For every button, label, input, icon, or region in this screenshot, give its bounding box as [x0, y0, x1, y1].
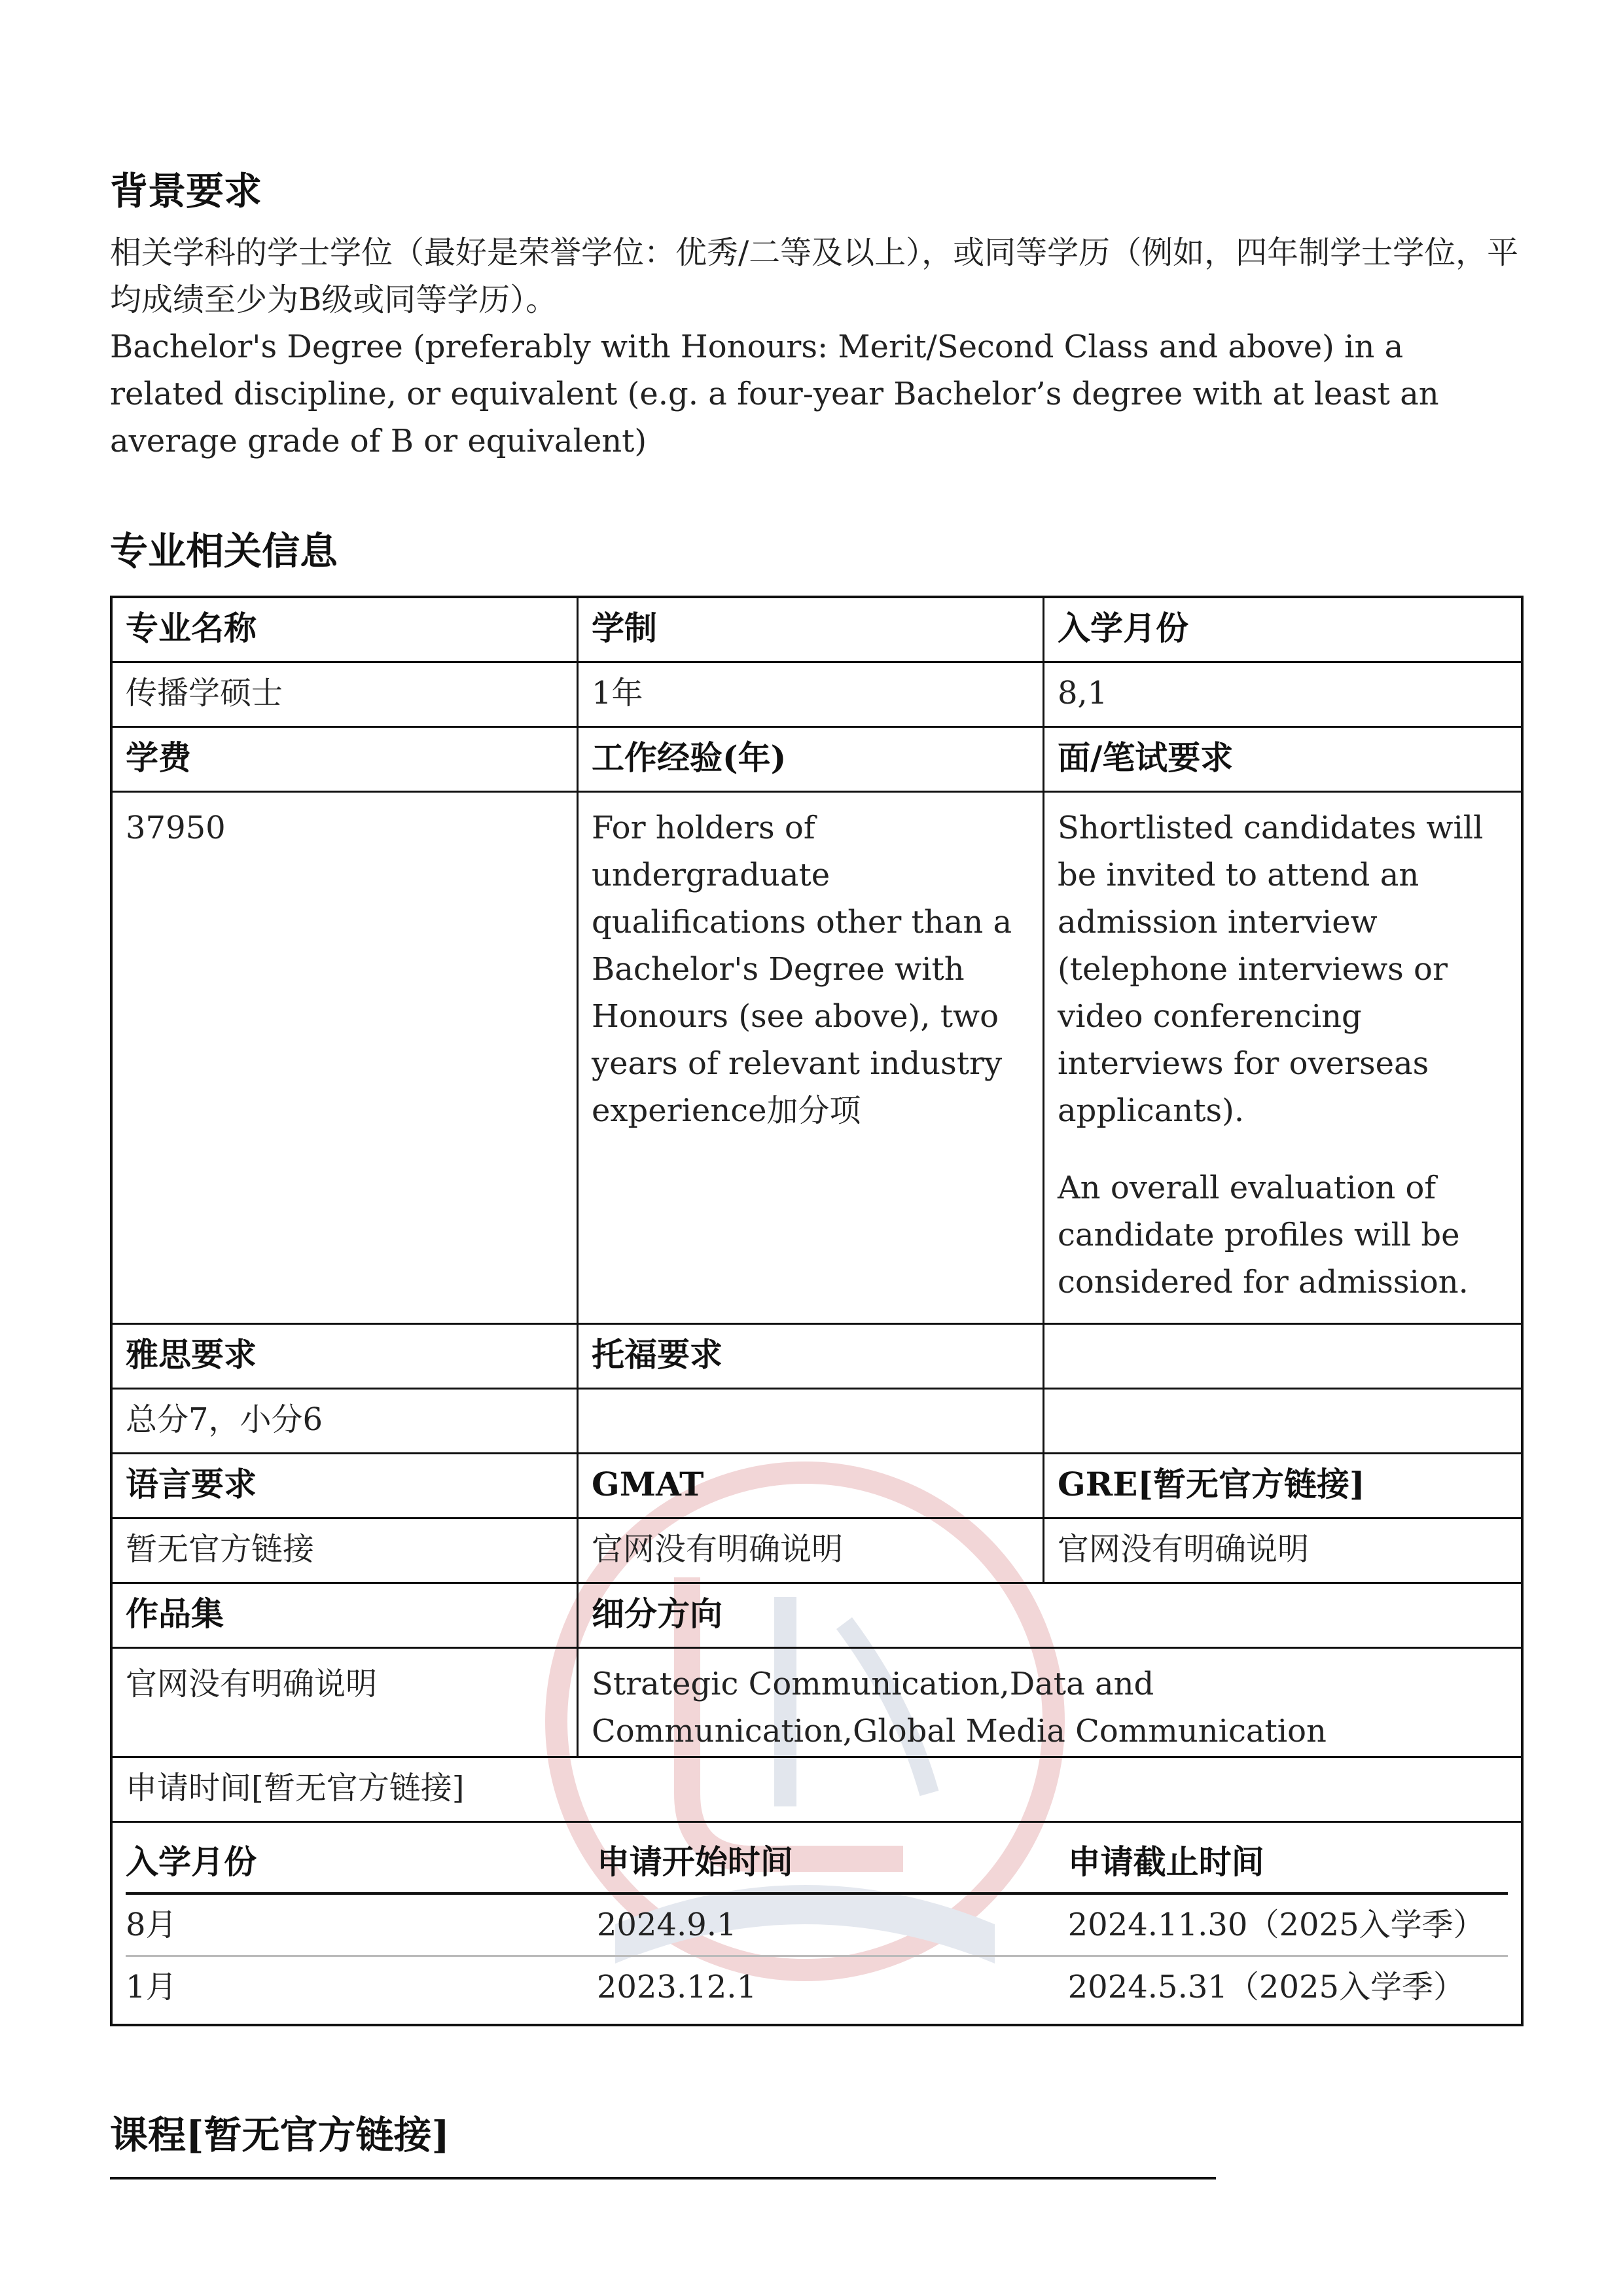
table-row [113, 1454, 1521, 1519]
ielts-value: 总分7，小分6 [113, 1390, 579, 1452]
toefl-value [579, 1390, 1044, 1452]
portfolio-value: 官网没有明确说明 [113, 1649, 579, 1756]
table-row [113, 728, 1521, 793]
program-info-heading: 专业相关信息 [110, 529, 338, 573]
schedule-row [126, 1895, 1508, 1957]
ielts-label: 雅思要求 [113, 1325, 579, 1388]
schedule-header-deadline: 申请截止时间 [1067, 1842, 1264, 1881]
empty-cell [1044, 1325, 1521, 1388]
work-experience-value: For holders of undergraduate qualifications other than a Bachelor's Degree with Honours (see above), two years of relevant industry experience加分项 [579, 793, 1044, 1323]
table-row [113, 793, 1521, 1325]
duration-label: 学制 [579, 598, 1044, 661]
schedule-header-row [126, 1832, 1508, 1895]
gmat-value: 官网没有明确说明 [579, 1519, 1044, 1582]
gmat-label: GMAT [579, 1454, 1044, 1517]
schedule-header-start: 申请开始时间 [596, 1842, 793, 1881]
interview-paragraph-2: An overall evaluation of candidate profiles will be considered for admission. [1058, 1170, 1469, 1300]
schedule-intake: 8月 [126, 1907, 177, 1943]
direction-label: 细分方向 [592, 1594, 722, 1633]
table-row [113, 1390, 1521, 1454]
tuition-value: 37950 [113, 793, 579, 1323]
schedule-deadline: 2024.11.30（2025入学季） [1067, 1907, 1485, 1943]
background-body [110, 229, 1524, 465]
schedule-header-intake: 入学月份 [126, 1842, 257, 1881]
table-row [113, 598, 1521, 663]
language-label: 语言要求 [113, 1454, 579, 1517]
language-value: 暂无官方链接 [113, 1519, 579, 1582]
intake-label: 入学月份 [1058, 609, 1188, 647]
program-info-table [110, 596, 1524, 2026]
background-text-en: Bachelor's Degree (preferably with Honours: Merit/Second Class and above) in a related discipline, or equivalent (e.g. a four-year Bachelor’s degree with at least an average grade of B or equivalent) [110, 329, 1439, 459]
interview-value [1044, 793, 1521, 1323]
table-row [113, 663, 1521, 728]
apply-time-label: 申请时间[暂无官方链接] [126, 1770, 465, 1806]
table-row [113, 1325, 1521, 1390]
paragraph-gap [1058, 1134, 1508, 1164]
intake-value: 8,1 [1058, 675, 1108, 711]
toefl-label: 托福要求 [579, 1325, 1044, 1388]
schedule-deadline: 2024.5.31（2025入学季） [1067, 1969, 1465, 2005]
schedule-intake: 1月 [126, 1969, 177, 2005]
program-name-label: 专业名称 [113, 598, 579, 661]
interview-label: 面/笔试要求 [1058, 738, 1234, 777]
background-heading: 背景要求 [110, 169, 262, 213]
work-experience-label: 工作经验(年) [579, 728, 1044, 791]
schedule-start: 2024.9.1 [596, 1907, 737, 1943]
gre-label: GRE[暂无官方链接] [1058, 1465, 1365, 1503]
schedule-start: 2023.12.1 [596, 1969, 757, 2005]
background-text-cn: 相关学科的学士学位（最好是荣誉学位：优秀/二等及以上），或同等学历（例如，四年制学士学位，平均成绩至少为B级或同等学历）。 [110, 234, 1519, 318]
duration-value: 1年 [579, 663, 1044, 726]
courses-divider [110, 2177, 1216, 2179]
portfolio-label: 作品集 [113, 1584, 579, 1647]
gre-value: 官网没有明确说明 [1058, 1531, 1310, 1568]
table-row [113, 1758, 1521, 1823]
direction-value: Strategic Communication,Data and Communication,Global Media Communication [592, 1666, 1327, 1749]
courses-heading: 课程[暂无官方链接] [110, 2113, 450, 2157]
schedule-row [126, 1957, 1508, 2017]
empty-cell [1044, 1390, 1521, 1452]
interview-paragraph-1: Shortlisted candidates will be invited to attend an admission interview (telephone interviews or video conferencing interviews for overseas applicants). [1058, 810, 1484, 1129]
tuition-label: 学费 [113, 728, 579, 791]
application-schedule [113, 1823, 1521, 2024]
table-row [113, 1519, 1521, 1584]
table-row [113, 1584, 1521, 1649]
table-row [113, 1823, 1521, 2024]
table-row [113, 1649, 1521, 1758]
program-name-value: 传播学硕士 [113, 663, 579, 726]
